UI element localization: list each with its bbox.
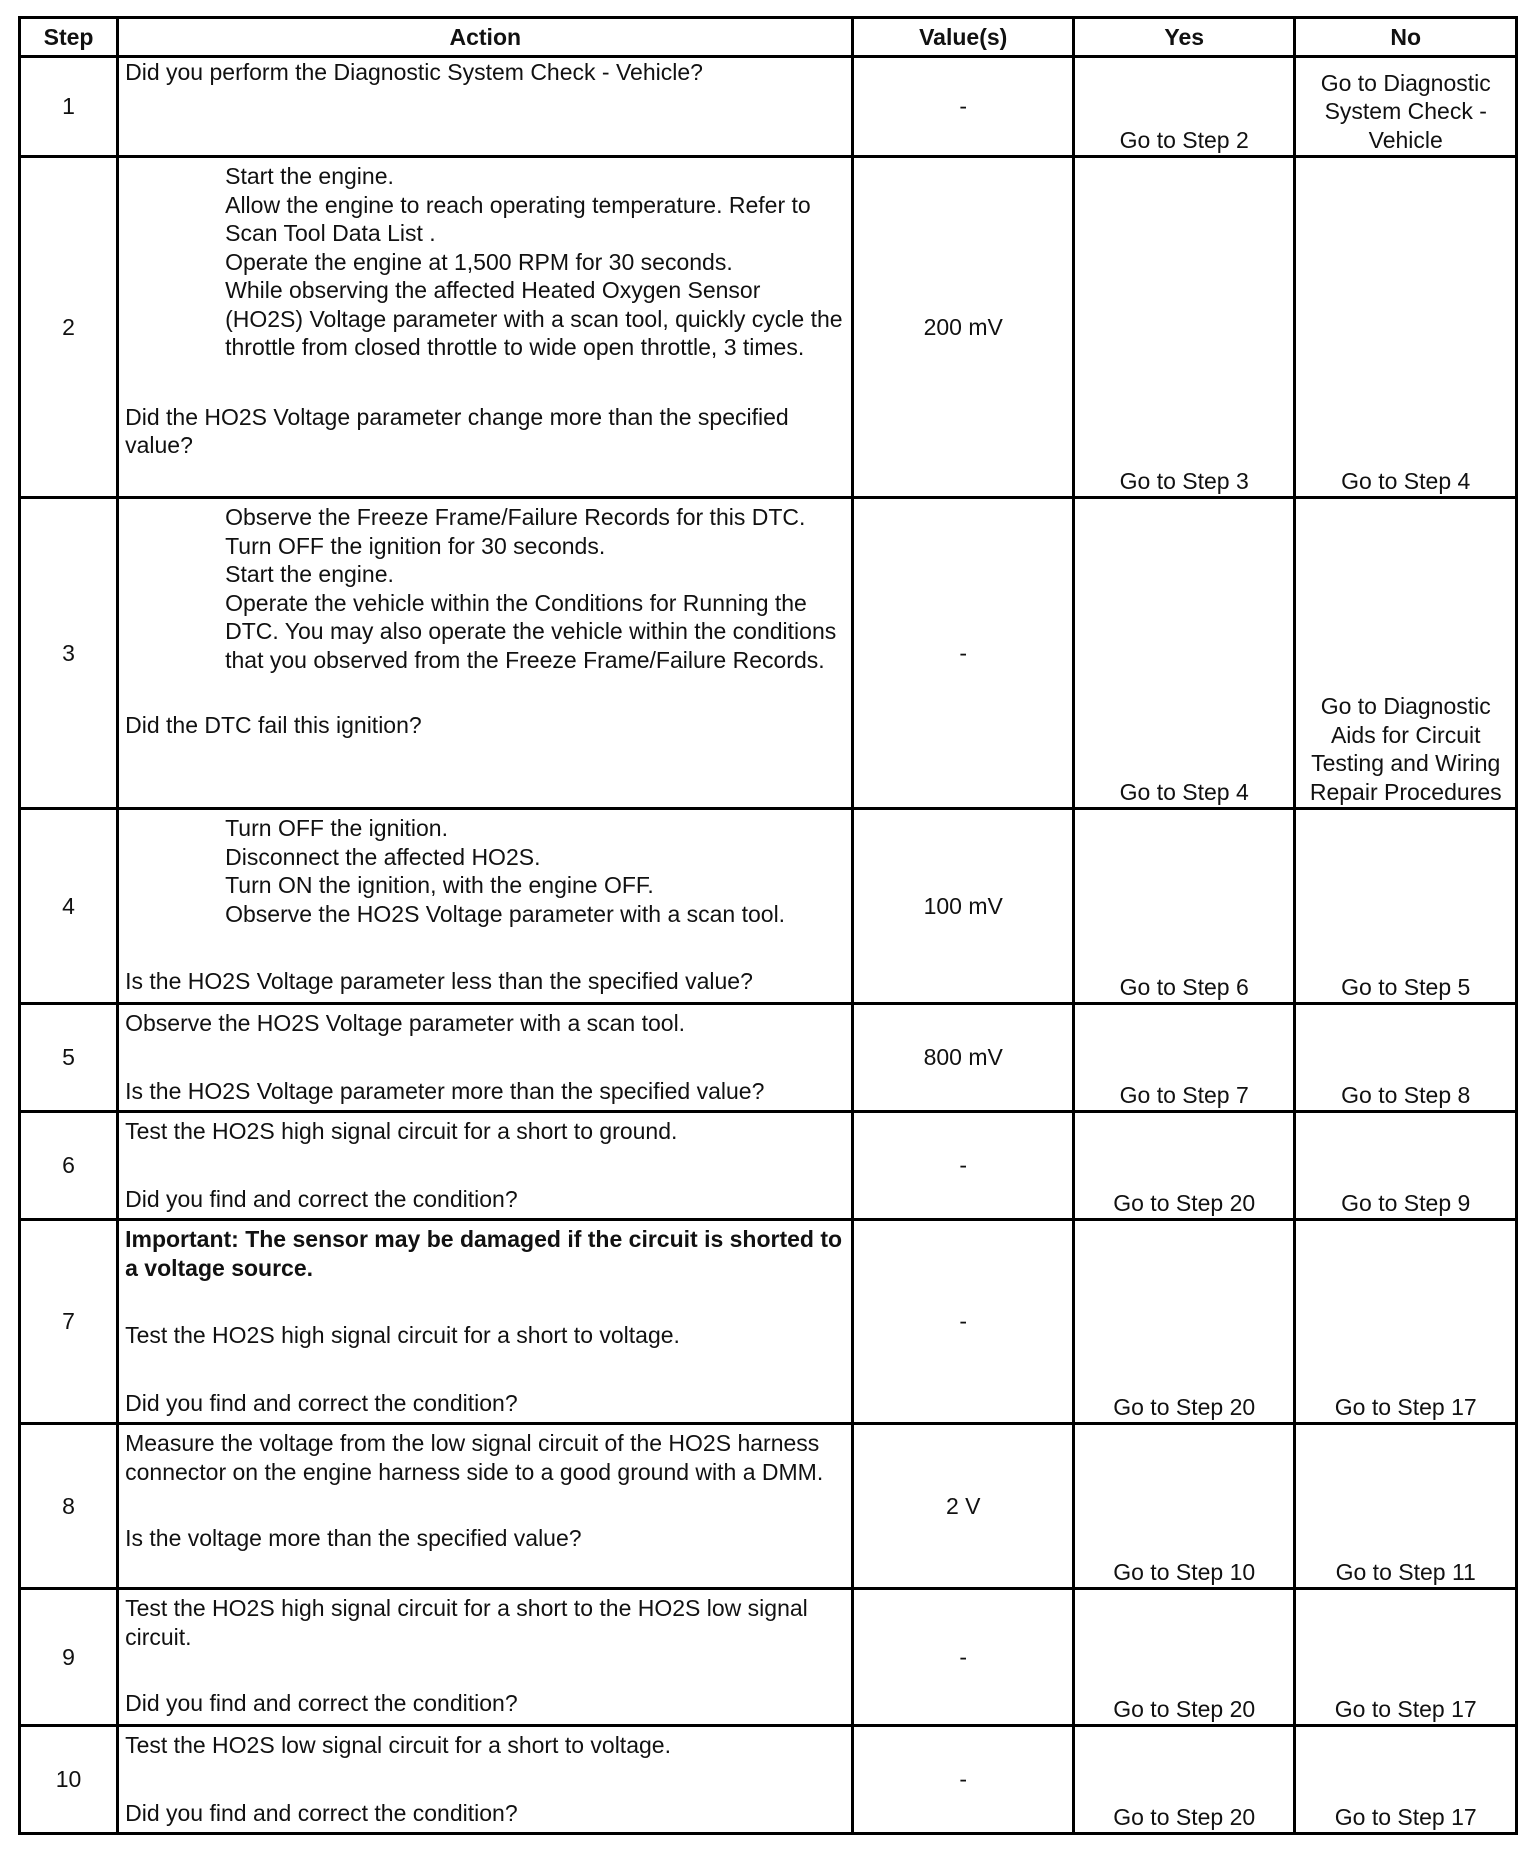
yes-cell: Go to Step 7 [1073,1004,1295,1112]
instruction-text: Test the HO2S high signal circuit for a short to voltage. [125,1322,680,1348]
step-number: 5 [20,1004,118,1112]
table-row [20,157,1517,498]
header-step: Step [20,18,118,57]
no-cell: Go to Step 17 [1295,1726,1517,1834]
no-cell: Go to Step 11 [1295,1424,1517,1589]
table-row [20,1424,1517,1589]
substep: Disconnect the affected HO2S. [225,843,541,870]
action-cell [118,1726,853,1834]
question-text: Did you find and correct the condition? [125,1690,518,1716]
step-number: 4 [20,809,118,1004]
yes-cell: Go to Step 20 [1073,1112,1295,1220]
action-cell [118,1112,853,1220]
yes-cell: Go to Step 4 [1073,498,1295,809]
substep: Turn ON the ignition, with the engine OFF. [225,872,654,898]
action-cell [118,1220,853,1424]
action-cell [118,57,853,157]
substep: Observe the Freeze Frame/Failure Records for this DTC. [225,504,806,530]
substep: While observing the affected Heated Oxygen Sensor (HO2S) Voltage parameter with a scan tool, quickly cycle the throttle from closed throttle to wide open throttle, 3 times. [225,277,843,360]
value-cell: - [853,498,1074,809]
no-cell: Go to Diagnostic Aids for Circuit Testing and Wiring Repair Procedures [1295,498,1517,809]
no-cell: Go to Diagnostic System Check - Vehicle [1295,57,1517,157]
header-yes: Yes [1073,18,1295,57]
value-cell: 200 mV [853,157,1074,498]
action-cell [118,498,853,809]
substep: Turn OFF the ignition. [225,815,448,841]
diagnostic-table [18,16,1518,1835]
table-row [20,1220,1517,1424]
value-cell: - [853,1112,1074,1220]
question-text: Is the HO2S Voltage parameter less than the specified value? [125,968,753,994]
step-number: 10 [20,1726,118,1834]
substep: Operate the vehicle within the Conditions for Running the DTC. You may also operate the vehicle within the conditions that you observed from the Freeze Frame/Failure Records. [225,589,837,673]
yes-cell: Go to Step 10 [1073,1424,1295,1589]
value-cell: 2 V [853,1424,1074,1589]
no-cell: Go to Step 17 [1295,1220,1517,1424]
substep-list [125,158,843,362]
question-text: Did you find and correct the condition? [125,1799,518,1826]
yes-cell: Go to Step 2 [1073,57,1295,157]
substep: Start the engine. [225,561,394,587]
table-row [20,498,1517,809]
value-cell: 800 mV [853,1004,1074,1112]
step-number: 6 [20,1112,118,1220]
yes-cell: Go to Step 20 [1073,1589,1295,1726]
header-values: Value(s) [853,18,1074,57]
action-cell [118,1424,853,1589]
substep: Start the engine. [225,163,394,189]
value-cell: - [853,1220,1074,1424]
step-number: 1 [20,57,118,157]
substep-list [125,499,843,674]
table-row [20,1589,1517,1726]
no-cell: Go to Step 4 [1295,157,1517,498]
substep: Turn OFF the ignition for 30 seconds. [225,532,606,559]
action-cell [118,1004,853,1112]
question-text: Did the DTC fail this ignition? [125,712,422,738]
step-number: 2 [20,157,118,498]
step-number: 3 [20,498,118,809]
table-row [20,1112,1517,1220]
substep: Observe the HO2S Voltage parameter with a scan tool. [225,900,786,927]
header-row [20,18,1517,57]
step-number: 7 [20,1220,118,1424]
value-cell: 100 mV [853,809,1074,1004]
value-cell: - [853,57,1074,157]
instruction-text: Measure the voltage from the low signal circuit of the HO2S harness connector on the engine harness side to a good ground with a DMM. [125,1430,824,1485]
no-cell: Go to Step 5 [1295,809,1517,1004]
instruction-text: Test the HO2S low signal circuit for a short to voltage. [125,1732,671,1758]
instruction-text: Observe the HO2S Voltage parameter with a scan tool. [125,1010,686,1036]
table-row [20,57,1517,157]
header-action: Action [118,18,853,57]
question-text: Did you find and correct the condition? [125,1185,518,1212]
question-text: Did the HO2S Voltage parameter change more than the specified value? [125,403,789,458]
value-cell: - [853,1726,1074,1834]
table-row [20,1726,1517,1834]
yes-cell: Go to Step 6 [1073,809,1295,1004]
question-text: Is the voltage more than the specified value? [125,1525,582,1551]
action-cell [118,157,853,498]
yes-cell: Go to Step 20 [1073,1220,1295,1424]
instruction-text: Test the HO2S high signal circuit for a short to the HO2S low signal circuit. [125,1595,808,1650]
instruction-text: Test the HO2S high signal circuit for a short to ground. [125,1118,678,1144]
value-cell: - [853,1589,1074,1726]
action-cell [118,809,853,1004]
substep-list [125,810,843,928]
action-cell [118,1589,853,1726]
yes-cell: Go to Step 3 [1073,157,1295,498]
question-text: Is the HO2S Voltage parameter more than the specified value? [125,1077,765,1104]
step-number: 8 [20,1424,118,1589]
table-row [20,1004,1517,1112]
table-row [20,809,1517,1004]
no-cell: Go to Step 8 [1295,1004,1517,1112]
step-number: 9 [20,1589,118,1726]
no-cell: Go to Step 17 [1295,1589,1517,1726]
no-cell: Go to Step 9 [1295,1112,1517,1220]
important-note: Important: The sensor may be damaged if the circuit is shorted to a voltage source. [125,1226,843,1281]
question-text: Did you perform the Diagnostic System Check - Vehicle? [125,59,703,85]
yes-cell: Go to Step 20 [1073,1726,1295,1834]
substep: Operate the engine at 1,500 RPM for 30 seconds. [225,248,733,275]
question-text: Did you find and correct the condition? [125,1389,518,1416]
diagnostic-table-page [18,16,1518,1835]
header-no: No [1295,18,1517,57]
substep: Allow the engine to reach operating temperature. Refer to Scan Tool Data List . [225,191,811,246]
